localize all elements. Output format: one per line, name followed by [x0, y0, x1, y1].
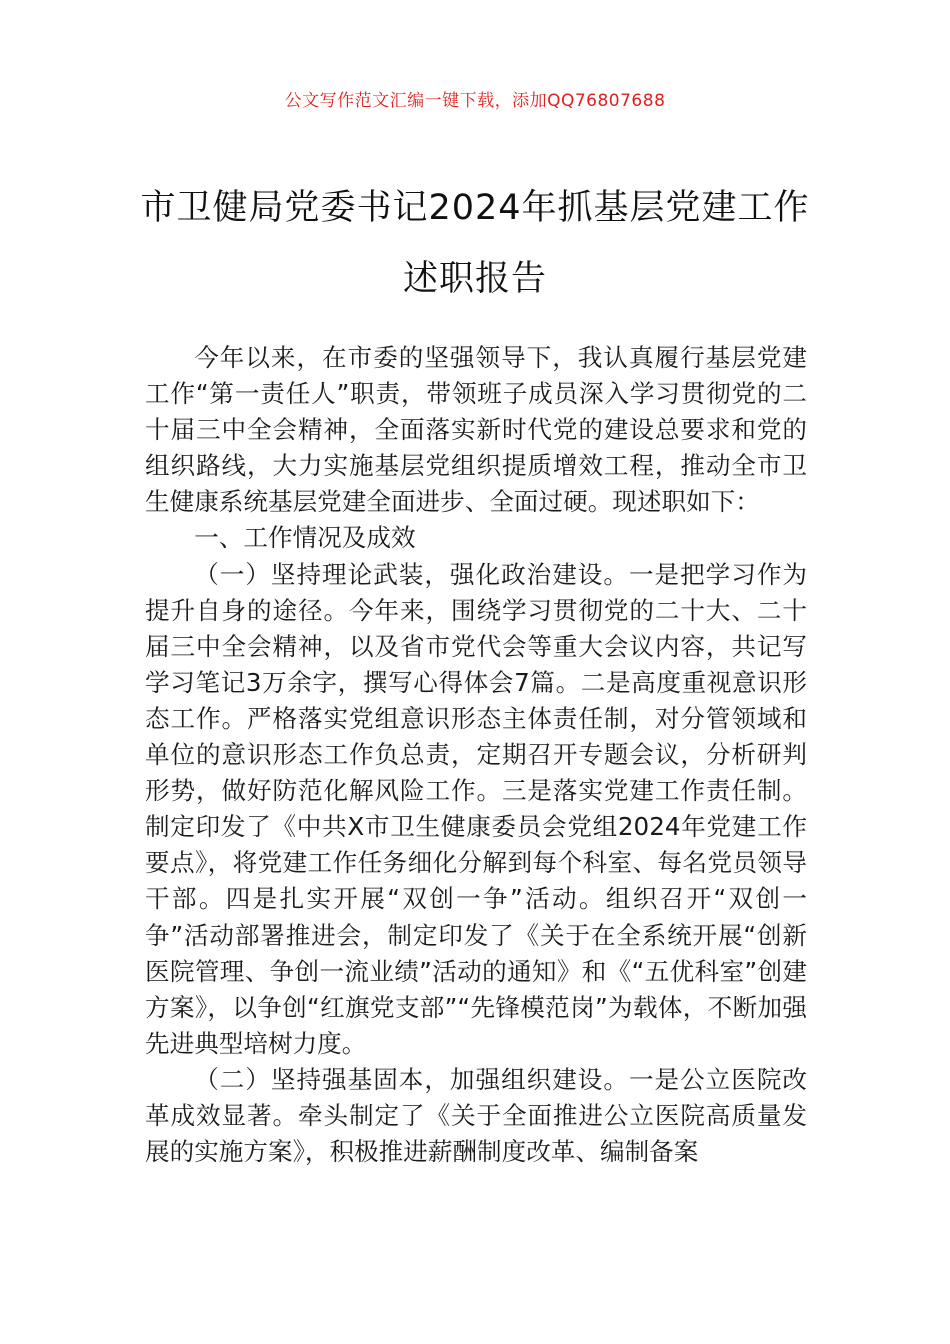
paragraph-intro: 今年以来，在市委的坚强领导下，我认真履行基层党建工作“第一责任人”职责，带领班子成员深入学习贯彻党的二十届三中全会精神，全面落实新时代党的建设总要求和党的组织路线，大力实施基层党组织提质增效工程，推动全市卫生健康系统基层党建全面进步、全面过硬。现述职如下：	[145, 343, 807, 517]
paragraph-organization-building: （二）坚持强基固本，加强组织建设。一是公立医院改革成效显著。牵头制定了《关于全面推进公立医院高质量发展的实施方案》，积极推进薪酬制度改革、编制备案	[145, 1064, 807, 1167]
paragraph-political-building: （一）坚持理论武装，强化政治建设。一是把学习作为提升自身的途径。今年来，围绕学习贯彻党的二十大、二十届三中全会精神，以及省市党代会等重大会议内容，共记写学习笔记3万余字，撰写心得体会7篇。二是高度重视意识形态工作。严格落实党组意识形态主体责任制，对分管领域和单位的意识形态工作负总责，定期召开专题会议，分析研判形势，做好防范化解风险工作。三是落实党建工作责任制。制定印发了《中共X市卫生健康委员会党组2024年党建工作要点》，将党建工作任务细化分解到每个科室、每名党员领导干部。四是扎实开展“双创一争”活动。组织召开“双创一争”活动部署推进会，制定印发了《关于在全系统开展“创新医院管理、争创一流业绩”活动的通知》和《“五优科室”创建方案》，以争创“红旗党支部”“先锋模范岗”为载体，不断加强先进典型培树力度。	[145, 559, 807, 1058]
document-title-line-1: 市卫健局党委书记2024年抓基层党建工作	[140, 188, 810, 228]
download-banner: 公文写作范文汇编一键下载，添加QQ76807688	[284, 91, 666, 111]
section-heading: 一、工作情况及成效	[194, 523, 416, 553]
document-body	[145, 340, 807, 1170]
document-title-line-2: 述职报告	[402, 259, 547, 299]
